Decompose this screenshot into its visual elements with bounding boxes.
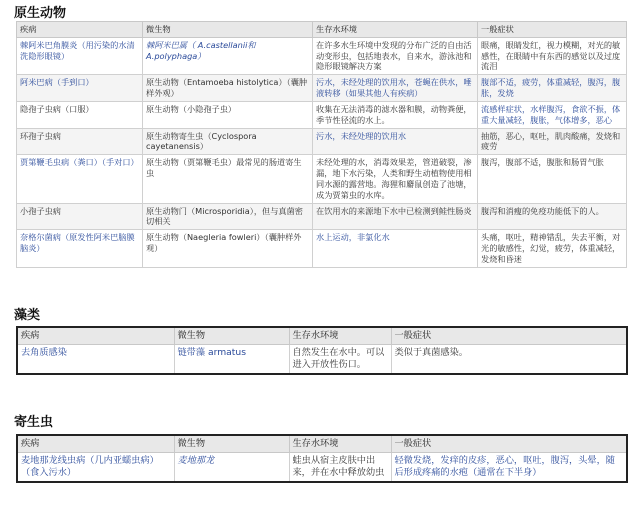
- section-title-algae: 藻类: [14, 308, 41, 323]
- disease-cell: 环孢子虫病: [17, 128, 143, 155]
- disease-cell: 隐孢子虫病（口服）: [17, 101, 143, 128]
- symptoms-cell: 腹泻和消瘦的免疫功能低下的人。: [478, 203, 627, 230]
- environment-cell: 未经处理的水，消毒效果差，管道破裂，渗漏，地下水污染，人类和野生动植物使用相同水源的露营地。海狸和麝鼠创造了池塘，成为贾第虫的水库。: [313, 155, 478, 203]
- microbe-cell: 原生动物寄生虫（Cyclospora cayetanensis）: [143, 128, 313, 155]
- environment-cell: 在饮用水的来源地下水中已检测到鲑性肠炎: [313, 203, 478, 230]
- table-header-row: [17, 22, 627, 38]
- header-microbe: 微生物: [143, 22, 313, 38]
- header-microbe: 微生物: [174, 435, 289, 453]
- table-header-row: [17, 327, 627, 345]
- symptoms-cell: 腹部不适，疲劳，体重减轻，腹泻，腹胀，发烧: [478, 75, 627, 102]
- symptoms-cell: 头痛，呕吐，精神错乱，失去平衡，对光的敏感性，幻觉，疲劳，体重减轻，发烧和昏迷: [478, 230, 627, 267]
- environment-cell: 在许多水生环境中发现的分布广泛的自由活动变形虫，包括地表水，自来水，游泳池和隐形眼镜解决方案: [313, 37, 478, 74]
- header-symptoms: 一般症状: [478, 22, 627, 38]
- symptoms-cell: 流感样症状，水样腹泻，食欲不振，体重大量减轻，腹胀，气体增多，恶心: [478, 101, 627, 128]
- table-row: [17, 128, 627, 155]
- table-header-row: [17, 435, 627, 453]
- microbe-cell: 原生动物（小隐孢子虫）: [143, 101, 313, 128]
- disease-cell: 去角质感染: [17, 345, 174, 375]
- environment-cell: 蛙虫从宿主皮肤中出来，并在水中释放幼虫: [289, 453, 391, 483]
- table-row: [17, 203, 627, 230]
- header-disease: 疾病: [17, 22, 143, 38]
- disease-cell: 小孢子虫病: [17, 203, 143, 230]
- symptoms-cell: 抽筋，恶心，呕吐，肌肉酸痛，发烧和疲劳: [478, 128, 627, 155]
- header-disease: 疾病: [17, 435, 174, 453]
- symptoms-cell: 腹泻，腹部不适，腹胀和肠胃气胀: [478, 155, 627, 203]
- microbe-cell: 原生动物（贾第鞭毛虫）最常见的肠道寄生虫: [143, 155, 313, 203]
- environment-cell: 污水，未经处理的饮用水: [313, 128, 478, 155]
- microbe-cell: 原生动物门（Microsporidia），但与真菌密切相关: [143, 203, 313, 230]
- environment-cell: 自然发生在水中。可以进入开放性伤口。: [289, 345, 391, 375]
- table-row: [17, 453, 627, 483]
- parasite-table: [16, 434, 628, 483]
- table-row: [17, 230, 627, 267]
- header-symptoms: 一般症状: [391, 435, 627, 453]
- algae-table: [16, 326, 628, 375]
- header-symptoms: 一般症状: [391, 327, 627, 345]
- disease-cell: 棘阿米巴角膜炎（用污染的水清洗隐形眼镜）: [17, 37, 143, 74]
- section-title-parasites: 寄生虫: [14, 415, 54, 430]
- disease-cell: 贾第鞭毛虫病（粪口）（手对口）: [17, 155, 143, 203]
- microbe-cell: 麦地那龙: [174, 453, 289, 483]
- table-row: [17, 155, 627, 203]
- microbe-cell: 原生动物（Naegleria fowleri）（囊肿样外观）: [143, 230, 313, 267]
- table-row: [17, 101, 627, 128]
- header-environment: 生存水环境: [289, 327, 391, 345]
- symptoms-cell: 轻微发烧，发痒的皮疹，恶心，呕吐，腹泻，头晕，随后形成疼痛的水疱（通常在下半身）: [391, 453, 627, 483]
- header-environment: 生存水环境: [313, 22, 478, 38]
- disease-cell: 阿米巴病（手到口）: [17, 75, 143, 102]
- header-disease: 疾病: [17, 327, 174, 345]
- disease-cell: 奈格尔菌病（原发性阿米巴脑膜脑炎）: [17, 230, 143, 267]
- table-row: [17, 37, 627, 74]
- microbe-cell: 棘阿米巴属（ A.castellanii和A.polyphaga）: [143, 37, 313, 74]
- environment-cell: 水上运动，非氯化水: [313, 230, 478, 267]
- protozoa-table: [16, 21, 627, 268]
- header-microbe: 微生物: [174, 327, 289, 345]
- microbe-cell: 链带藻 armatus: [174, 345, 289, 375]
- symptoms-cell: 类似于真菌感染。: [391, 345, 627, 375]
- disease-cell: 麦地那龙线虫病（几内亚蠕虫病）（食入污水）: [17, 453, 174, 483]
- microbe-cell: 原生动物（Entamoeba histolytica）（囊肿样外观）: [143, 75, 313, 102]
- symptoms-cell: 眼痛，眼睛发红，视力模糊，对光的敏感性，在眼睛中有东西的感觉以及过度流泪: [478, 37, 627, 74]
- environment-cell: 收集在无法消毒的滤水器和膜，动物粪便，季节性径流的水上。: [313, 101, 478, 128]
- section-title-protozoa: 原生动物: [14, 6, 67, 21]
- table-row: [17, 75, 627, 102]
- table-row: [17, 345, 627, 375]
- header-environment: 生存水环境: [289, 435, 391, 453]
- environment-cell: 污水，未经处理的饮用水，苍蝇在供水，唾液转移（如果其他人有疾病）: [313, 75, 478, 102]
